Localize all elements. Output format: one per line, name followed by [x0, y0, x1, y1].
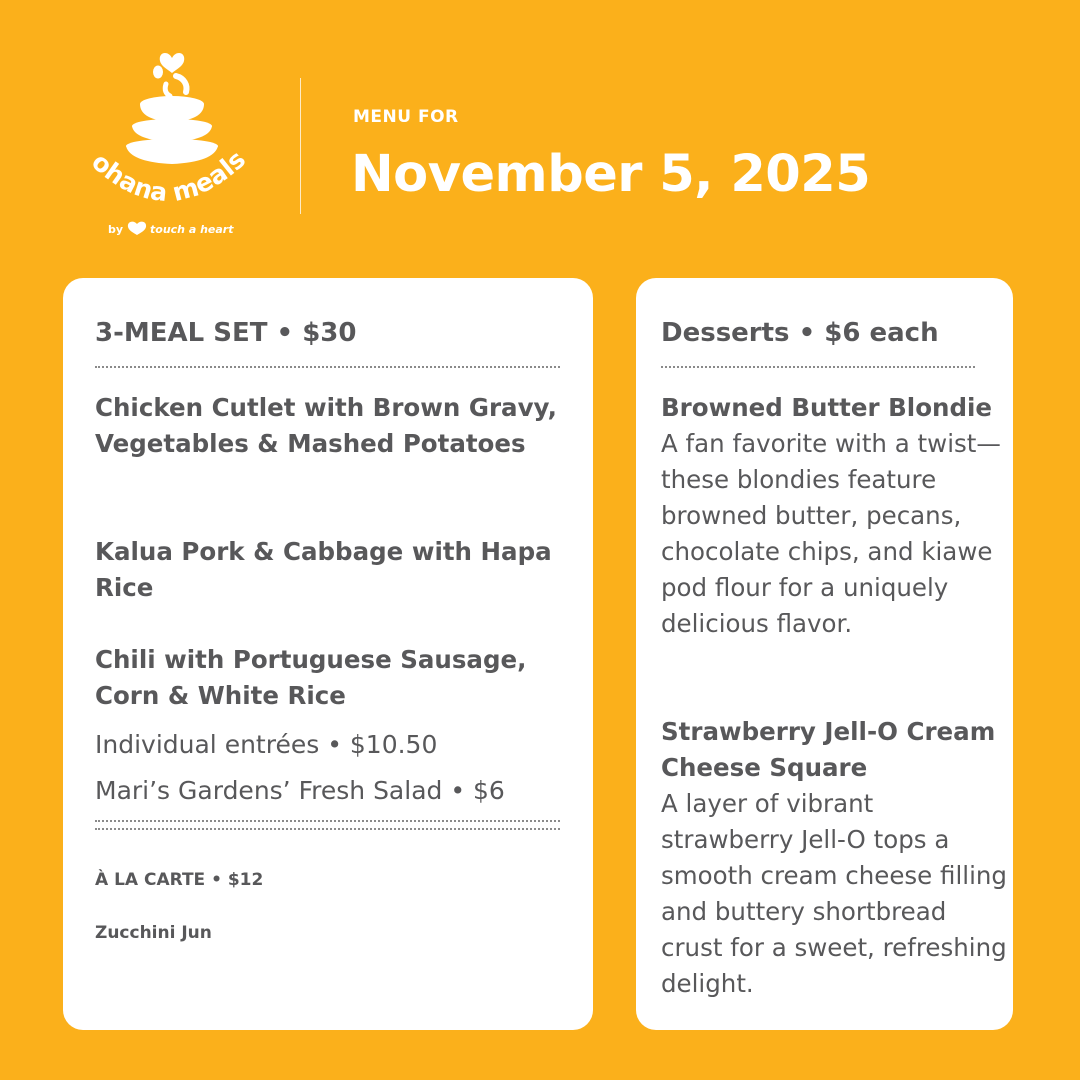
touch-a-heart-icon [128, 222, 146, 235]
dotted-divider [95, 366, 560, 368]
meal-set-heading: 3-MEAL SET • $30 [95, 318, 357, 348]
salad-price: Mari’s Gardens’ Fresh Salad • $6 [95, 776, 505, 805]
menu-date: November 5, 2025 [351, 145, 871, 204]
individual-entrees-price: Individual entrées • $10.50 [95, 730, 438, 759]
a-la-carte-heading: À LA CARTE • $12 [95, 870, 264, 890]
a-la-carte-item: Zucchini Jun [95, 923, 212, 943]
svg-text:touch a heart: touch a heart [150, 223, 234, 236]
dotted-divider [95, 820, 560, 822]
menu-for-label: MENU FOR [353, 107, 459, 127]
dessert-description: A layer of vibrant strawberry Jell-O tops a smooth cream cheese filling and buttery shortbread crust for a sweet, refreshing delight. [661, 789, 1007, 998]
dessert-name: Strawberry Jell-O Cream Cheese Square [661, 717, 996, 782]
ohana-meals-logo [80, 40, 270, 250]
svg-text:by: by [108, 223, 124, 236]
dish-item: Kalua Pork & Cabbage with Hapa Rice [95, 537, 552, 602]
dessert-name: Browned Butter Blondie [661, 393, 993, 422]
heart-icon [160, 53, 185, 73]
dotted-divider [95, 828, 560, 830]
desserts-card [636, 278, 1013, 1030]
header-divider [300, 78, 301, 214]
dish-item: Chili with Portuguese Sausage, Corn & White Rice [95, 645, 527, 710]
meal-set-card [63, 278, 593, 1030]
dish-item: Chicken Cutlet with Brown Gravy, Vegetables & Mashed Potatoes [95, 393, 557, 458]
desserts-heading: Desserts • $6 each [661, 318, 939, 348]
dotted-divider [661, 366, 975, 368]
dessert-description: A fan favorite with a twist—these blondies feature browned butter, pecans, chocolate chips, and kiawe pod flour for a uniquely delicious flavor. [661, 429, 1001, 638]
svg-text:ohana meals: ohana meals [86, 144, 252, 208]
